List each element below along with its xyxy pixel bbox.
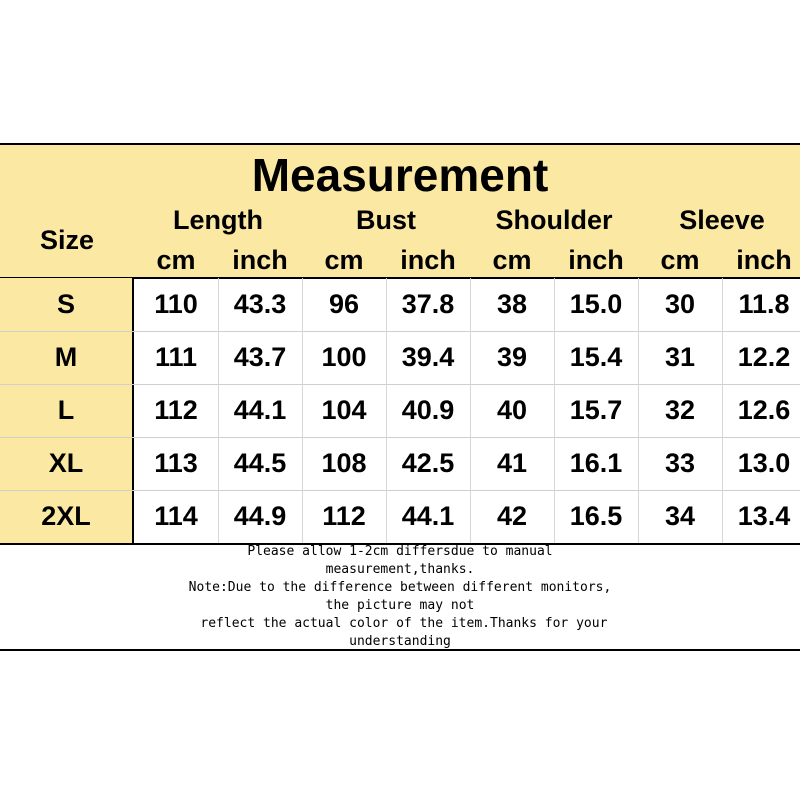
cell-shoulder-cm: 42 xyxy=(496,501,528,531)
unit-header-sleeve-inch: inch xyxy=(736,245,792,275)
cell-shoulder-cm: 41 xyxy=(496,448,528,478)
cell-bust-cm: 96 xyxy=(328,289,360,319)
cell-shoulder-cm: 38 xyxy=(496,289,528,319)
cell-shoulder-inch: 16.1 xyxy=(569,448,623,478)
cell-sleeve-cm: 30 xyxy=(664,289,696,319)
size-column-header: Size xyxy=(39,225,95,255)
cell-length-inch: 43.3 xyxy=(233,289,287,319)
cell-shoulder-cm: 40 xyxy=(496,395,528,425)
table-row xyxy=(0,437,800,490)
unit-header-length-inch: inch xyxy=(232,245,288,275)
group-header-sleeve: Sleeve xyxy=(679,205,765,235)
cell-sleeve-inch: 13.0 xyxy=(737,448,791,478)
column-divider xyxy=(302,278,303,543)
column-divider xyxy=(638,278,639,543)
cell-bust-cm: 100 xyxy=(321,342,367,372)
column-divider xyxy=(386,278,387,543)
unit-header-sleeve-cm: cm xyxy=(660,245,700,275)
cell-sleeve-cm: 33 xyxy=(664,448,696,478)
cell-bust-cm: 112 xyxy=(322,501,366,531)
cell-shoulder-inch: 15.7 xyxy=(569,395,623,425)
cell-sleeve-cm: 32 xyxy=(664,395,696,425)
group-header-bust: Bust xyxy=(356,205,416,235)
cell-length-inch: 44.1 xyxy=(233,395,287,425)
note-line: Please allow 1-2cm differsdue to manual xyxy=(247,544,553,559)
cell-sleeve-inch: 11.8 xyxy=(738,289,790,319)
cell-sleeve-cm: 31 xyxy=(664,342,696,372)
size-cell: L xyxy=(0,384,134,437)
note-line: measurement,thanks. xyxy=(325,562,475,577)
note-line: understanding xyxy=(349,634,451,649)
cell-length-cm: 111 xyxy=(154,342,198,372)
cell-bust-cm: 108 xyxy=(321,448,367,478)
cell-sleeve-inch: 13.4 xyxy=(737,501,791,531)
cell-sleeve-cm: 34 xyxy=(664,501,696,531)
column-divider xyxy=(470,278,471,543)
column-divider xyxy=(722,278,723,543)
group-header-shoulder: Shoulder xyxy=(495,205,613,235)
size-cell: XL xyxy=(0,437,134,490)
cell-shoulder-cm: 39 xyxy=(496,342,528,372)
table-row xyxy=(0,490,800,543)
size-chart xyxy=(0,143,800,651)
note-line: Note:Due to the difference between different monitors, xyxy=(188,580,612,595)
cell-sleeve-inch: 12.2 xyxy=(737,342,791,372)
cell-sleeve-inch: 12.6 xyxy=(737,395,791,425)
cell-length-cm: 110 xyxy=(154,289,198,319)
column-divider xyxy=(554,278,555,543)
group-header-length: Length xyxy=(173,205,263,235)
cell-shoulder-inch: 16.5 xyxy=(569,501,623,531)
chart-title: Measurement xyxy=(251,149,549,201)
cell-bust-inch: 42.5 xyxy=(401,448,455,478)
unit-header-bust-inch: inch xyxy=(400,245,456,275)
cell-shoulder-inch: 15.0 xyxy=(569,289,623,319)
row-divider xyxy=(0,490,800,491)
unit-header-bust-cm: cm xyxy=(324,245,364,275)
cell-length-inch: 44.9 xyxy=(233,501,287,531)
cell-length-inch: 44.5 xyxy=(233,448,287,478)
size-cell: 2XL xyxy=(0,490,134,543)
cell-bust-inch: 37.8 xyxy=(401,289,455,319)
cell-shoulder-inch: 15.4 xyxy=(569,342,623,372)
chart-header xyxy=(0,145,800,278)
cell-bust-inch: 40.9 xyxy=(401,395,455,425)
row-divider xyxy=(0,331,800,332)
row-divider xyxy=(0,384,800,385)
size-cell: M xyxy=(0,331,134,384)
disclaimer-note xyxy=(0,543,800,651)
size-cell: S xyxy=(0,278,134,331)
cell-length-inch: 43.7 xyxy=(233,342,287,372)
note-line: the picture may not xyxy=(325,598,475,613)
cell-length-cm: 113 xyxy=(154,448,198,478)
cell-length-cm: 114 xyxy=(154,501,198,531)
cell-bust-inch: 39.4 xyxy=(401,342,455,372)
table-row xyxy=(0,278,800,331)
cell-bust-cm: 104 xyxy=(321,395,367,425)
column-divider xyxy=(218,278,219,543)
unit-header-length-cm: cm xyxy=(156,245,196,275)
note-line: reflect the actual color of the item.Thanks for your xyxy=(192,616,608,631)
table-row xyxy=(0,331,800,384)
cell-bust-inch: 44.1 xyxy=(401,501,455,531)
table-row xyxy=(0,384,800,437)
cell-length-cm: 112 xyxy=(154,395,198,425)
row-divider xyxy=(0,437,800,438)
unit-header-shoulder-cm: cm xyxy=(492,245,532,275)
unit-header-shoulder-inch: inch xyxy=(568,245,624,275)
